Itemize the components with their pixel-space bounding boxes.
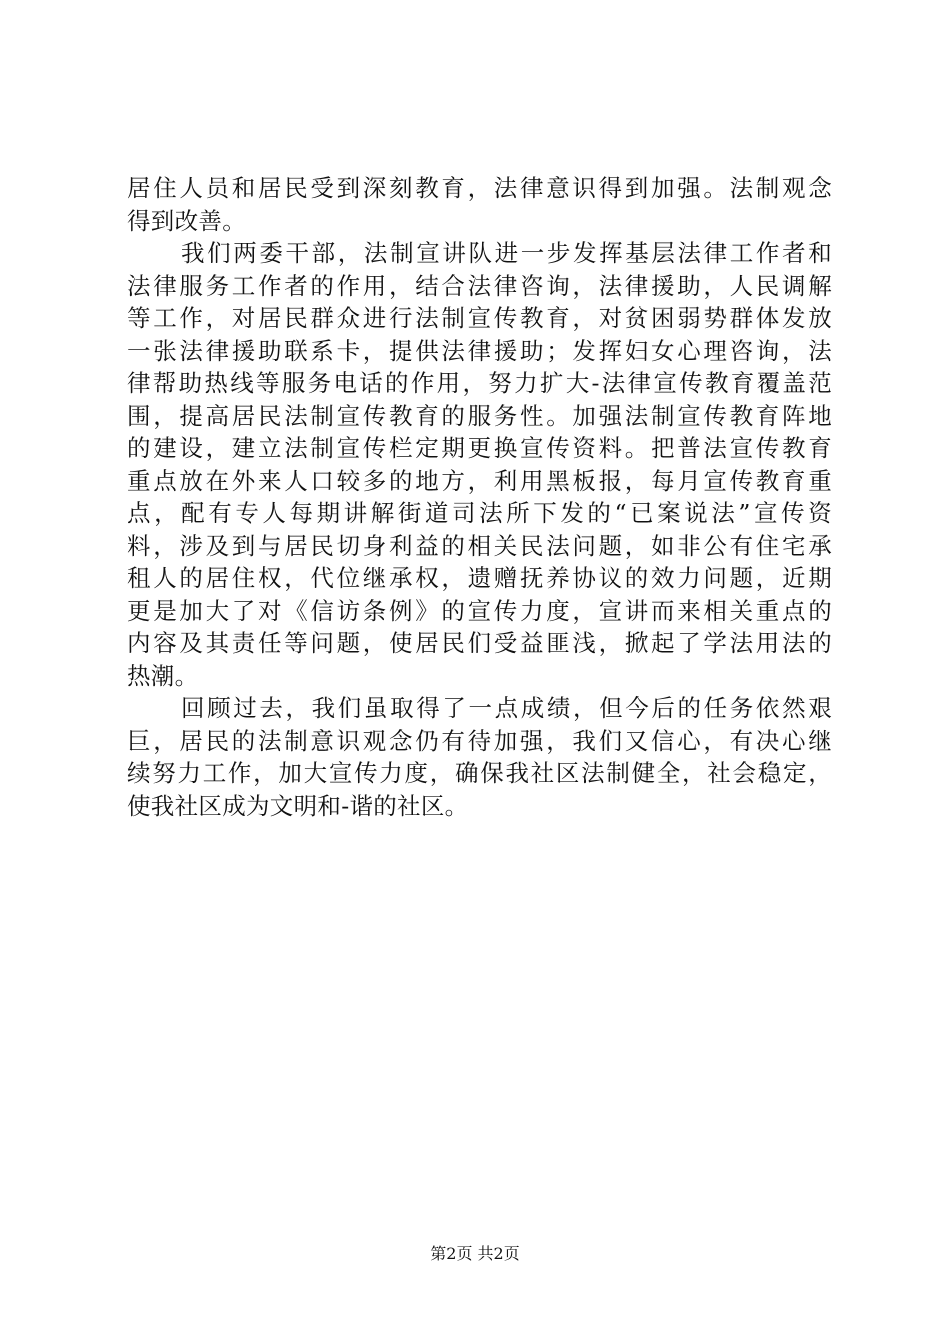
text-line: 使我社区成为文明和-谐的社区。	[127, 791, 469, 820]
text-line: 得到改善。	[127, 206, 246, 235]
text-line: 一张法律援助联系卡，提供法律援助；发挥妇女心理咨询，法	[127, 336, 832, 365]
text-line: 我们两委干部，法制宣讲队进一步发挥基层法律工作者和	[181, 239, 832, 267]
text-line: 的建设，建立法制宣传栏定期更换宣传资料。把普法宣传教育	[127, 434, 832, 462]
document-body	[127, 172, 832, 822]
page-number: 第2页 共2页	[430, 1244, 520, 1263]
text-line: 点，配有专人每期讲解街道司法所下发的“已案说法”宣传资	[127, 499, 832, 527]
text-line: 更是加大了对《信访条例》的宣传力度，宣讲而来相关重点的	[127, 596, 832, 625]
text-line: 律帮助热线等服务电话的作用，努力扩大-法律宣传教育覆盖范	[127, 369, 832, 397]
text-line: 居住人员和居民受到深刻教育，法律意识得到加强。法制观念	[127, 174, 832, 202]
text-line: 回顾过去，我们虽取得了一点成绩，但今后的任务依然艰	[181, 694, 832, 722]
text-line: 内容及其责任等问题，使居民们受益匪浅，掀起了学法用法的	[127, 629, 832, 657]
text-line: 巨，居民的法制意识观念仍有待加强，我们又信心，有决心继	[127, 726, 832, 755]
text-line: 续努力工作，加大宣传力度，确保我社区法制健全，社会稳定，	[127, 759, 832, 787]
text-line: 等工作，对居民群众进行法制宣传教育，对贫困弱势群体发放	[127, 304, 832, 332]
text-line: 法律服务工作者的作用，结合法律咨询，法律援助，人民调解	[127, 271, 832, 300]
text-line: 围，提高居民法制宣传教育的服务性。加强法制宣传教育阵地	[127, 401, 832, 430]
text-line: 热潮。	[127, 661, 199, 690]
text-line: 料，涉及到与居民切身利益的相关民法问题，如非公有住宅承	[127, 531, 832, 560]
text-line: 重点放在外来人口较多的地方，利用黑板报，每月宣传教育重	[127, 466, 832, 495]
text-line: 租人的居住权，代位继承权，遗赠抚养协议的效力问题，近期	[127, 564, 832, 592]
